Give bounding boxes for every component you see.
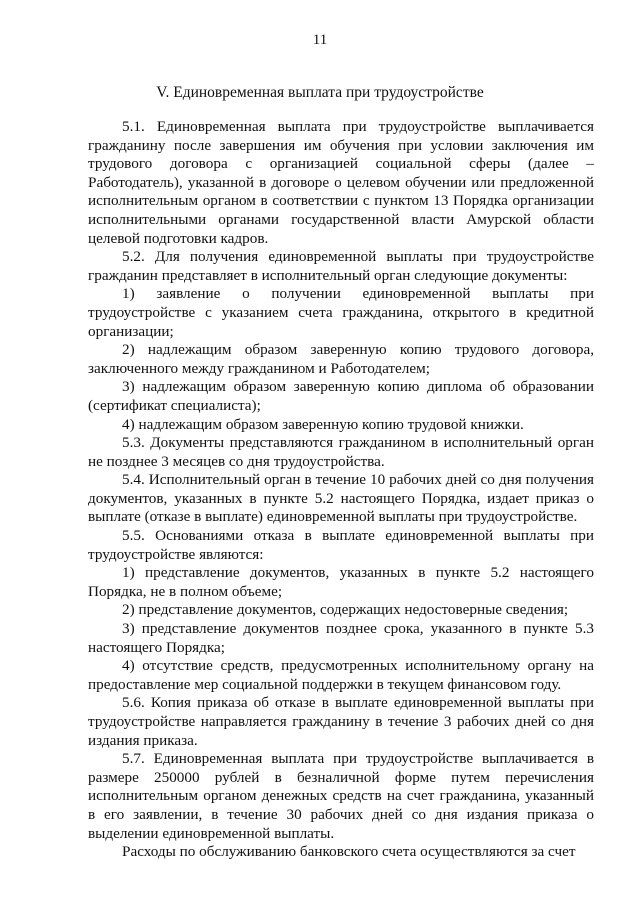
list-item-5-5-4: 4) отсутствие средств, предусмотренных исполнительному органу на предоставление мер социальной поддержки в текущем финансовом году. — [88, 657, 594, 693]
section-title: V. Единовременная выплата при трудоустройстве — [156, 84, 484, 101]
document-body — [88, 118, 594, 862]
paragraph-5-5: 5.5. Основаниями отказа в выплате единовременной выплаты при трудоустройстве являются: — [88, 527, 594, 563]
list-item-5-5-1: 1) представление документов, указанных в пункте 5.2 настоящего Порядка, не в полном объеме; — [88, 564, 594, 600]
list-item-5-2-3: 3) надлежащим образом заверенную копию диплома об образовании (сертификат специалиста); — [88, 378, 594, 414]
page-number: 11 — [312, 32, 328, 48]
list-item-5-5-2: 2) представление документов, содержащих недостоверные сведения; — [122, 601, 569, 619]
paragraph-expenses: Расходы по обслуживанию банковского счета осуществляются за счет — [122, 843, 576, 861]
list-item-5-2-4: 4) надлежащим образом заверенную копию трудовой книжки. — [122, 415, 524, 433]
paragraph-5-4: 5.4. Исполнительный орган в течение 10 рабочих дней со дня получения документов, указанных в пункте 5.2 настоящего Порядка, издает приказ о выплате (отказе в выплате) единовременной выплаты при трудоустройстве. — [88, 471, 594, 526]
paragraph-5-3: 5.3. Документы представляются гражданином в исполнительный орган не позднее 3 месяцев со дня трудоустройства. — [88, 434, 594, 470]
list-item-5-5-3: 3) представление документов позднее срока, указанного в пункте 5.3 настоящего Порядка; — [88, 620, 594, 656]
list-item-5-2-2: 2) надлежащим образом заверенную копию трудового договора, заключенного между гражданином и Работодателем; — [88, 341, 594, 377]
paragraph-5-6: 5.6. Копия приказа об отказе в выплате единовременной выплаты при трудоустройстве направляется гражданину в течение 3 рабочих дней со дня издания приказа. — [88, 694, 594, 749]
paragraph-5-2: 5.2. Для получения единовременной выплаты при трудоустройстве гражданин представляет в исполнительный орган следующие документы: — [88, 248, 594, 284]
paragraph-5-1: 5.1. Единовременная выплата при трудоустройстве выплачивается гражданину после завершения им обучения при условии заключения им трудового договора с организацией социальной сферы (далее – Работодатель), указанной в договоре о целевом обучении или предложенной исполнительным органом в соответствии с пунктом 13 Порядка организации исполнительными органами государственной власти Амурской области целевой подготовки кадров. — [88, 118, 594, 247]
list-item-5-2-1: 1) заявление о получении единовременной выплаты при трудоустройстве с указанием счета гражданина, открытого в кредитной организации; — [88, 285, 594, 340]
paragraph-5-7: 5.7. Единовременная выплата при трудоустройстве выплачивается в размере 250000 рублей в безналичной форме путем перечисления исполнительным органом денежных средств на счет гражданина, указанный в его заявлении, в течение 30 рабочих дней со дня издания приказа о выделении единовременной выплаты. — [88, 750, 594, 842]
